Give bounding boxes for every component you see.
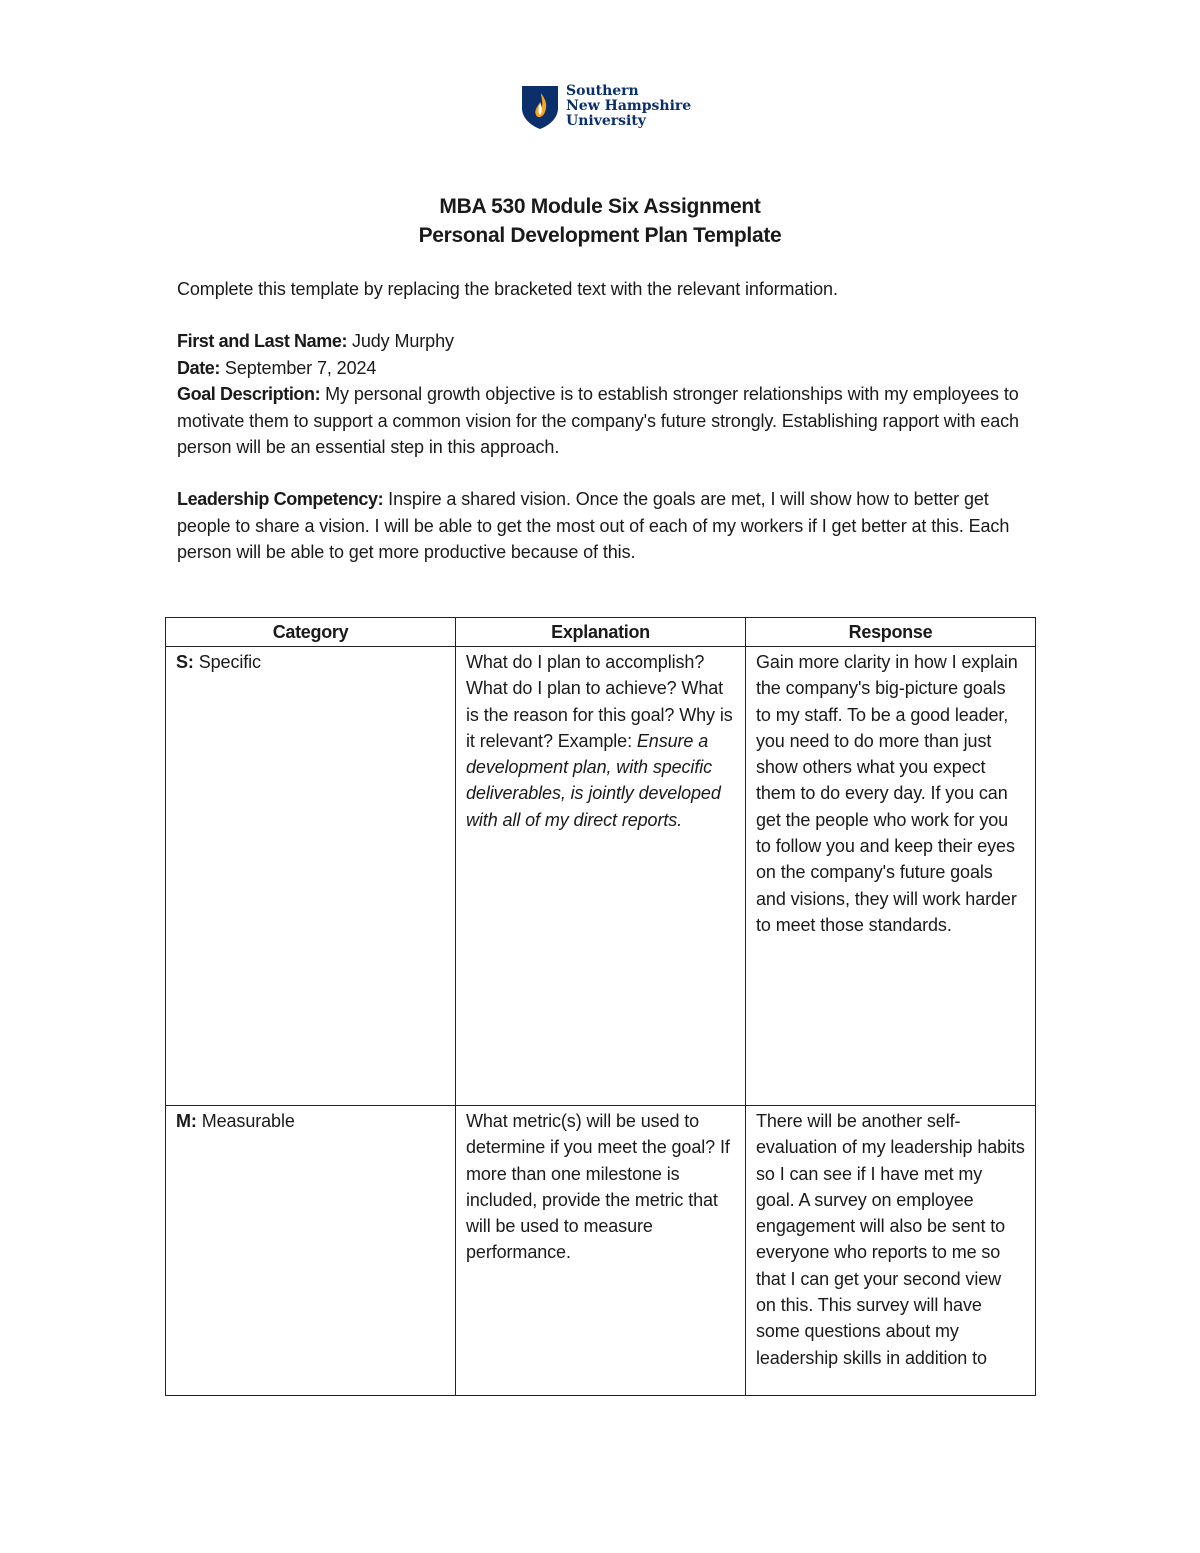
competency-field	[177, 486, 1037, 566]
competency-label: Leadership Competency:	[177, 489, 384, 509]
category-prefix: S:	[176, 652, 194, 672]
goal-value: My personal growth objective is to establish stronger relationships with my employees to motivate them to support a common vision for the company's future strongly. Establishing rapport with each person will be an essential step in this approach.	[177, 384, 1019, 457]
date-label: Date:	[177, 357, 221, 378]
instructions-text: Complete this template by replacing the bracketed text with the relevant information.	[177, 279, 838, 299]
document-titles	[0, 192, 1200, 250]
logo-line-3: University	[566, 113, 646, 129]
explanation-cell: What metric(s) will be used to determine if you meet the goal? If more than one milestone is included, provide the metric that will be used to measure performance.	[456, 1106, 746, 1396]
document-title: MBA 530 Module Six Assignment	[439, 195, 761, 218]
category-cell	[166, 1106, 456, 1396]
header-response: Response	[746, 618, 1036, 647]
document-subtitle: Personal Development Plan Template	[418, 224, 782, 247]
info-fields	[177, 328, 1037, 461]
response-cell: Gain more clarity in how I explain the company's big-picture goals to my staff. To be a good leader, you need to do more than just show others what you expect them to do every day. If you can get the people who work for you to follow you and keep their eyes on the company's future goals and visions, they will work harder to meet those standards.	[746, 647, 1036, 1106]
header-explanation: Explanation	[456, 618, 746, 647]
table-row	[166, 647, 1036, 1106]
university-logo	[520, 84, 691, 130]
category-prefix: M:	[176, 1111, 197, 1131]
table-row	[166, 1106, 1036, 1396]
name-value: Judy Murphy	[347, 331, 454, 351]
smart-goal-table	[165, 617, 1036, 1396]
logo-line-2: New Hampshire	[566, 98, 692, 114]
goal-field	[177, 381, 1037, 461]
logo-wordmark	[566, 84, 691, 129]
category-label: Specific	[193, 652, 261, 672]
explanation-example: Ensure a development plan, with specific deliverables, is jointly developed with all of my direct reports.	[466, 730, 721, 830]
category-cell	[166, 647, 456, 1106]
explanation-cell	[456, 647, 746, 1106]
header-category: Category	[166, 618, 456, 647]
name-field	[177, 328, 1037, 355]
category-label: Measurable	[196, 1111, 295, 1131]
goal-label: Goal Description:	[177, 384, 321, 404]
response-cell: There will be another self-evaluation of my leadership habits so I can see if I have met my goal. A survey on employee engagement will also be sent to everyone who reports to me so that I can get your second view on this. This survey will have some questions about my leadership skills in addition to	[746, 1106, 1036, 1396]
explanation-text: What do I plan to accomplish? What do I plan to achieve? What is the reason for this goal? Why is it relevant? Example:	[466, 652, 733, 751]
flame-shield-icon	[520, 84, 560, 130]
date-field	[177, 355, 1037, 382]
table-header-row	[166, 618, 1036, 647]
name-label: First and Last Name:	[177, 331, 348, 351]
competency-value: Inspire a shared vision. Once the goals are met, I will show how to better get people to share a vision. I will be able to get the most out of each of my workers if I get better at this. Each person will be able to get more productive because of this.	[177, 489, 1010, 562]
date-value: September 7, 2024	[220, 357, 377, 378]
logo-line-1: Southern	[566, 83, 639, 99]
